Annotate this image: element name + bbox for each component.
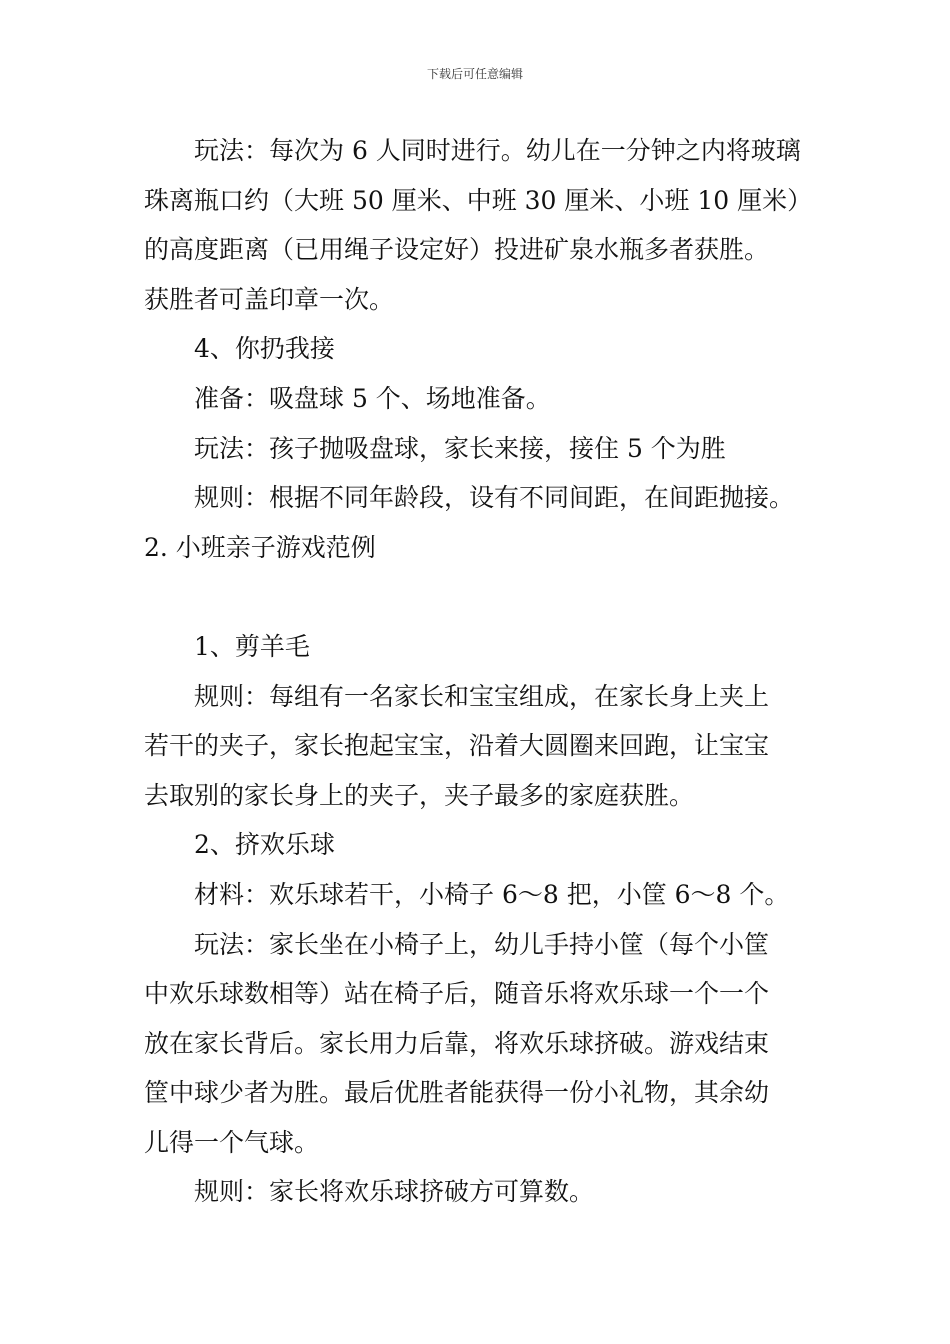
section-heading: 4、你扔我接 <box>194 334 335 364</box>
paragraph-line: 获胜者可盖印章一次。 <box>144 284 395 314</box>
paragraph-line: 规则：根据不同年龄段，设有不同间距，在间距抛接。 <box>194 483 795 513</box>
paragraph-line: 若干的夹子，家长抱起宝宝，沿着大圆圈来回跑，让宝宝 <box>144 731 770 761</box>
paragraph-line: 玩法：每次为 6 人同时进行。幼儿在一分钟之内将玻璃 <box>194 136 801 165</box>
paragraph-line: 筐中球少者为胜。最后优胜者能获得一份小礼物，其余幼 <box>144 1078 770 1108</box>
paragraph-line: 玩法：孩子抛吸盘球，家长来接，接住 5 个为胜 <box>194 433 726 463</box>
paragraph-line: 玩法：家长坐在小椅子上，幼儿手持小筐（每个小筐 <box>194 929 770 959</box>
document-body <box>144 126 814 1217</box>
paragraph-line: 的高度距离（已用绳子设定好）投进矿泉水瓶多者获胜。 <box>144 235 770 265</box>
paragraph-line: 放在家长背后。家长用力后靠，将欢乐球挤破。游戏结束 <box>144 1028 770 1058</box>
paragraph-line: 中欢乐球数相等）站在椅子后，随音乐将欢乐球一个一个 <box>144 979 770 1009</box>
paragraph-line: 规则：家长将欢乐球挤破方可算数。 <box>194 1177 595 1207</box>
blank-line <box>144 572 814 622</box>
paragraph-line: 去取别的家长身上的夹子，夹子最多的家庭获胜。 <box>144 780 695 810</box>
paragraph-line: 材料：欢乐球若干，小椅子 6～8 把，小筐 6～8 个。 <box>194 879 790 909</box>
page-header: 下载后可任意编辑 <box>426 67 523 81</box>
section-title: 2. 小班亲子游戏范例 <box>144 532 376 562</box>
section-heading: 1、剪羊毛 <box>194 631 310 661</box>
paragraph-line: 规则：每组有一名家长和宝宝组成，在家长身上夹上 <box>194 681 770 711</box>
paragraph-line: 准备：吸盘球 5 个、场地准备。 <box>194 383 551 413</box>
paragraph-line: 珠离瓶口约（大班 50 厘米、中班 30 厘米、小班 10 厘米） <box>144 185 813 215</box>
paragraph-line: 儿得一个气球。 <box>144 1127 320 1157</box>
section-heading: 2、挤欢乐球 <box>194 830 335 860</box>
